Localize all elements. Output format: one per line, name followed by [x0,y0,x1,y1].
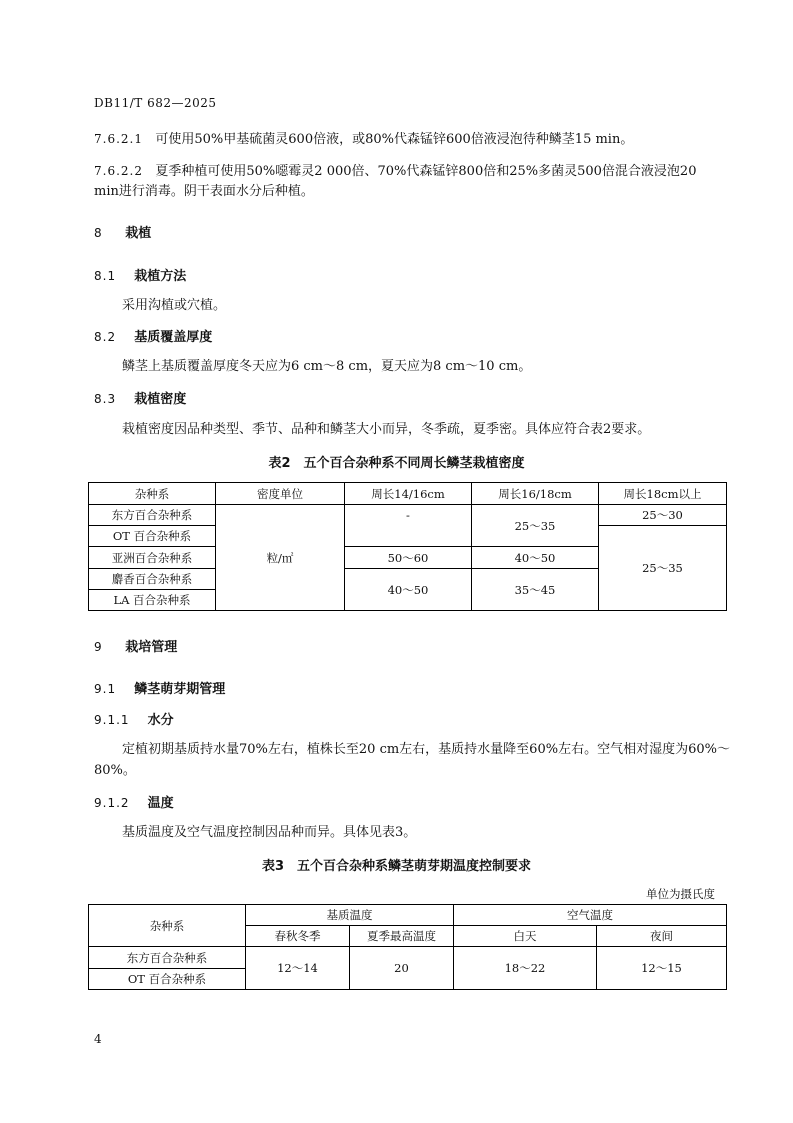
table-header-cell: 周长18cm以上 [599,483,727,505]
section-title: 温度 [147,796,174,811]
section-title: 栽植 [125,226,152,241]
table-3 [88,904,727,990]
table-row-label: 东方百合杂种系 [89,947,246,969]
section-8-3-heading [94,388,186,407]
clause-number: 7.6.2.2 [94,164,143,178]
clause-text-line2: min进行消毒。阴干表面水分后种植。 [94,184,314,199]
section-9-1-1-heading [94,709,174,728]
clause-text: 可使用50%甲基硫菌灵600倍液，或80%代森锰锌600倍液浸泡待种鳞茎15 min。 [155,132,634,147]
table-cell: 25～35 [472,505,599,547]
section-title: 基质覆盖厚度 [134,330,213,345]
table-header-cell: 白天 [454,926,597,947]
clause-7-6-2-1 [94,128,633,151]
table-cell: 25～35 [599,526,727,611]
table-header-cell: 杂种系 [89,905,246,947]
section-8-1-text: 采用沟植或穴植。 [122,298,227,313]
table-cell: 12～14 [246,947,350,990]
section-title: 鳞茎萌芽期管理 [134,682,226,697]
table-header-cell: 周长14/16cm [345,483,472,505]
section-9-1-2-heading [94,792,174,811]
table-cell: 40～50 [345,569,472,611]
section-number: 8.1 [94,269,117,283]
table-header-cell: 空气温度 [454,905,727,926]
table-3-unit-note: 单位为摄氏度 [646,887,715,901]
section-title: 栽植方法 [134,269,187,284]
table-2-caption: 表2 五个百合杂种系不同周长鳞茎栽植密度 [268,456,525,471]
table-row-label: OT 百合杂种系 [89,526,216,547]
section-number: 9.1.2 [94,796,130,810]
section-number: 9 [94,640,103,654]
section-number: 8 [94,226,103,240]
section-8-2-heading [94,326,212,345]
clause-number: 7.6.2.1 [94,132,143,146]
table-header-cell: 基质温度 [246,905,454,926]
table-cell: 20 [350,947,454,990]
table-row-label: 亚洲百合杂种系 [89,547,216,569]
table-header-cell: 夏季最高温度 [350,926,454,947]
table-cell: 25～30 [599,505,727,526]
section-number: 8.2 [94,330,117,344]
table-row-label: OT 百合杂种系 [89,969,246,990]
section-9-1-1-text-line1: 定植初期基质持水量70%左右，植株长至20 cm左右，基质持水量降至60%左右。空气相对湿度为60%～ [122,742,730,757]
table-cell: 35～45 [472,569,599,611]
section-9-1-1-text-line2: 80%。 [94,763,136,778]
table-cell: 40～50 [472,547,599,569]
table-cell: - [345,505,472,547]
table-3-caption: 表3 五个百合杂种系鳞茎萌芽期温度控制要求 [261,859,532,874]
section-number: 9.1 [94,682,117,696]
table-cell: 50～60 [345,547,472,569]
table-header-cell: 密度单位 [216,483,345,505]
section-title: 水分 [147,713,174,728]
section-title: 栽植密度 [134,392,187,407]
section-9-heading [94,636,177,655]
clause-7-6-2-2 [94,160,696,183]
table-cell: 12～15 [597,947,727,990]
section-number: 8.3 [94,392,117,406]
section-8-1-heading [94,265,186,284]
section-8-3-text: 栽植密度因品种类型、季节、品种和鳞茎大小而异，冬季疏，夏季密。具体应符合表2要求。 [122,422,651,437]
page-number: 4 [94,1032,102,1046]
clause-text-line1: 夏季种植可使用50%噁霉灵2 000倍、70%代森锰锌800倍和25%多菌灵500倍混合液浸泡20 [155,164,697,179]
section-title: 栽培管理 [125,640,178,655]
table-row-label: 麝香百合杂种系 [89,569,216,590]
table-cell-unit: 粒/㎡ [216,505,345,611]
section-8-2-text: 鳞茎上基质覆盖厚度冬天应为6 cm～8 cm，夏天应为8 cm～10 cm。 [122,359,532,374]
table-header-cell: 夜间 [597,926,727,947]
table-header-cell: 周长16/18cm [472,483,599,505]
section-9-1-2-text: 基质温度及空气温度控制因品种而异。具体见表3。 [122,825,417,840]
table-row-label: 东方百合杂种系 [89,505,216,526]
table-cell: 18～22 [454,947,597,990]
section-9-1-heading [94,678,225,697]
table-header-cell: 春秋冬季 [246,926,350,947]
table-header-cell: 杂种系 [89,483,216,505]
table-row-label: LA 百合杂种系 [89,590,216,611]
section-number: 9.1.1 [94,713,130,727]
section-8-heading [94,222,151,241]
document-header: DB11/T 682—2025 [94,96,217,110]
table-2 [88,482,727,611]
